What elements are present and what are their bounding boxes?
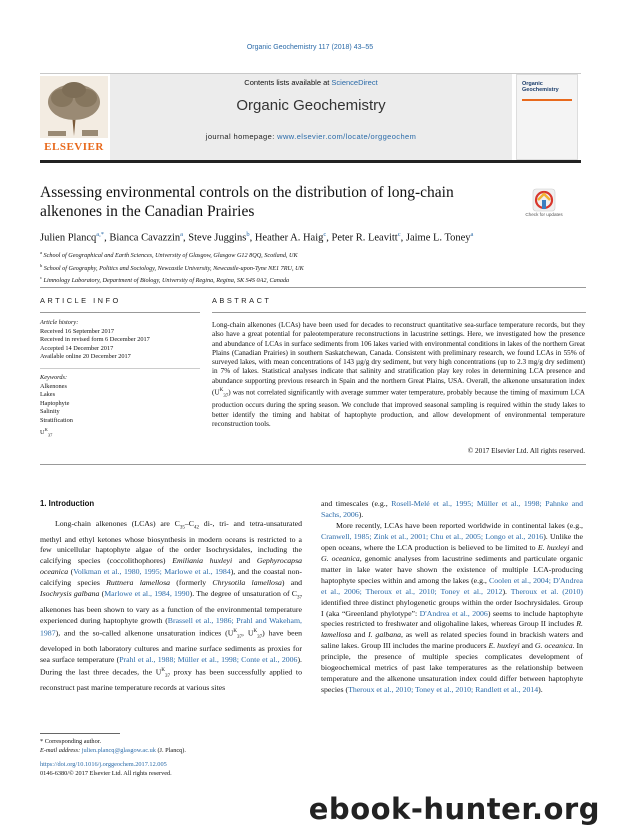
citation-link[interactable]: Cranwell, 1985; Zink et al., 2001; Chu et al., 2005; Longo et al., 2016 — [321, 531, 544, 541]
keyword: Salinity — [40, 408, 60, 416]
affiliation: $^a$ School of Geographical and Earth Sciences, University of Glasgow, Glasgow G12 8QQ, Scotland, UK — [40, 250, 298, 260]
keywords-rule — [40, 368, 200, 369]
author-marks[interactable]: b — [246, 231, 250, 238]
affiliations — [40, 248, 585, 286]
sciencedirect-link[interactable]: ScienceDirect — [331, 78, 378, 87]
homepage-link[interactable]: www.elsevier.com/locate/orggeochem — [277, 132, 417, 141]
history-item: Received 16 September 2017 — [40, 327, 114, 335]
affiliation: $^b$ School of Geography, Politics and Sociology, Newcastle University, Newcastle-upon-Tyne NE1 7RU, UK — [40, 262, 304, 272]
citation-link[interactable]: Brassell et al., 1986; Prahl and Wakeham, 1987 — [40, 615, 302, 638]
author[interactable]: Heather A. Haig — [254, 232, 324, 244]
footnote-rule — [40, 733, 120, 734]
keyword: Lakes — [40, 391, 56, 399]
cover-title: Organic Geochemistry — [522, 81, 559, 94]
crossmark-label[interactable]: Check for updates — [525, 212, 563, 217]
history-item: Received in revised form 6 December 2017 — [40, 336, 150, 343]
body-column-right — [321, 499, 583, 696]
article-title: Assessing environmental controls on the distribution of long-chain alkenones in the Canadian Prairies — [40, 184, 454, 220]
citation-link[interactable]: D'Andrea et al., 2006 — [419, 608, 488, 618]
abstract-text: Long-chain alkenones (LCAs) have been used for decades to reconstruct quantitative sea-surface temperature records, but they also have a great potential for paleotemperature reconstructions in lacustrine settings. Here, we investigated how the presence and abundance of LCAs in surface sediments from 106 lakes varied with environmental conditions in lakes of the northern Great Plains (Canadian Prairies) in southern Saskatchewan, Canada. Consistent with preliminary research, we found LCAs in 55% of surveyed lakes, with mean concentrations of 143 µg/g dry sediment, but very high concentrations (up to 2.3 mg/g dry sediment) in 7% of lakes. Statistical analyses indicate that salinity and stratification play key roles in determining LCA presence and abundance supporting previous research in Spain and the northern Great Plains, USA. Overall, the alkenone unsaturation index $(U^K_{37})$ was not correlated significantly with average summer water temperature, probably because the timing of maximum LCA production occurs during the spring season. We conclude that improved seasonal sampling is required within the study lakes to better identify the timing and habitat of haptophyte production, and allow development of environmental temperature reconstruction tools. — [212, 321, 585, 428]
email-line: E-mail address: julien.plancq@glasgow.ac.uk (J. Plancq). — [40, 747, 186, 754]
author[interactable]: Julien Plancq — [40, 232, 97, 244]
contents-line — [110, 78, 512, 87]
journal-reference[interactable]: Organic Geochemistry 117 (2018) 43–55 — [246, 44, 374, 51]
article-info-rule — [40, 312, 200, 313]
journal-name[interactable]: Organic Geochemistry — [236, 97, 386, 114]
author[interactable]: Steve Juggins — [188, 232, 247, 244]
author-marks[interactable]: a — [180, 231, 184, 238]
author[interactable]: Jaime L. Toney — [405, 232, 471, 244]
citation-link[interactable]: Marlowe et al., 1984, 1990 — [104, 589, 190, 599]
paragraph: More recently, LCAs have been reported worldwide in continental lakes (e.g., Cranwell, 1985; Zink et al., 2001; Chu et al., 2005; Longo et al., 2016). Unlike the open oceans, where the LCA production is believed to be limited to E. huxleyi and G. oceanica, genomic analyses from lacustrine sediments and particulate organic matter in lake water have shown the existence of multiple LCA-producing haptophyte species within and among the lakes (e.g., Coolen et al., 2004; D'Andrea et al., 2006; Theroux et al., 2010; Toney et al., 2012). Theroux et al. (2010) identified three distinct phylogenetic groups within the order Isochrysidales. Group I (aka “Greenland phylotype”: D'Andrea et al., 2006) seems to include haptophyte species restricted to freshwater and oligohaline lakes, whereas Group II includes R. lamellosa and I. galbana, as well as related species found in brackish waters and saline lakes. Group III includes the marine producers E. huxleyi and G. oceanica. In principle, the presence of multiple species complicates development of biogeochemical metrics of past lake temperatures as the relationship between temperature and the alkenone unsaturation index could differ between haptophyte species (Theroux et al., 2010; Toney et al., 2010; Randlett et al., 2014). — [321, 520, 584, 695]
author[interactable]: Peter R. Leavitt — [331, 232, 398, 244]
journal-cover-thumbnail[interactable] — [516, 74, 578, 160]
issn-line: 0146-6380/© 2017 Elsevier Ltd. All rights reserved. — [40, 770, 172, 777]
header-rule-bottom — [40, 160, 581, 163]
author-marks[interactable]: a — [470, 231, 474, 238]
divider — [40, 287, 586, 288]
contents-prefix: Contents lists available at — [244, 78, 332, 87]
body-column-left — [40, 519, 302, 694]
cover-band — [522, 99, 572, 101]
keyword: Alkenones — [40, 382, 67, 390]
abstract-copyright: © 2017 Elsevier Ltd. All rights reserved. — [467, 447, 585, 455]
divider — [40, 464, 586, 465]
affiliation: $^c$ Limnology Laboratory, Department of Biology, University of Regina, Regina, SK S4S 0A2, Canada — [40, 275, 290, 285]
doi-link[interactable]: https://doi.org/10.1016/j.orggeochem.2017.12.005 — [40, 761, 167, 768]
article-info-heading: ARTICLE INFO — [40, 296, 121, 305]
author-list: Julien Plancq$^{a,*}$, Bianca Cavazzin$^a$, Steve Juggins$^b$, Heather A. Haig$^c$, Peter R. Leavitt$^c$, Jaime L. Toney$^a$ — [40, 231, 474, 244]
doi-block — [40, 760, 340, 778]
corresponding-author-note: * Corresponding author. — [40, 738, 102, 745]
keywords-label: Keywords: — [40, 374, 68, 381]
abstract-rule — [212, 312, 586, 313]
citation-link[interactable]: Theroux et al., 2010; Toney et al., 2010; Randlett et al., 2014 — [348, 685, 539, 695]
history-item: Accepted 14 December 2017 — [40, 344, 114, 352]
citation-link[interactable]: Theroux et al. (2010) — [510, 586, 583, 596]
paragraph: and timescales (e.g., Rosell-Melé et al., 1995; Müller et al., 1998; Pahnke and Sachs, 2006). — [321, 499, 583, 519]
abstract-heading: ABSTRACT — [212, 296, 272, 305]
publisher-name: ELSEVIER — [44, 141, 104, 153]
journal-homepage — [110, 132, 512, 141]
keywords — [40, 374, 200, 440]
author-marks[interactable]: c — [397, 231, 401, 238]
history-item: Available online 20 December 2017 — [40, 353, 131, 360]
history-label: Article history: — [40, 319, 79, 326]
citation-link[interactable]: Volkman et al., 1980, 1995; Marlowe et al., 1984 — [73, 567, 231, 577]
author[interactable]: Bianca Cavazzin — [109, 232, 181, 244]
watermark: ebook-hunter.org — [308, 792, 600, 826]
keyword: $U^K_{37}$ — [40, 426, 53, 437]
article-history — [40, 319, 200, 362]
citation-link[interactable]: Coolen et al., 2004; D'Andrea et al., 2006; Theroux et al., 2010; Toney et al., 2012 — [321, 575, 583, 596]
keyword: Stratification — [40, 416, 73, 424]
section-heading-introduction: 1. Introduction — [40, 499, 95, 508]
citation-link[interactable]: Prahl et al., 1988; Müller et al., 1998; Conte et al., 2006 — [119, 654, 298, 664]
citation-link[interactable]: Rosell-Melé et al., 1995; Müller et al., 1998; Pahnke and Sachs, 2006 — [321, 499, 583, 519]
keyword: Haptophyte — [40, 399, 70, 407]
footnote — [40, 737, 302, 755]
paragraph: Long-chain alkenones (LCAs) are $C_{35}-C_{42}$ di-, tri- and tetra-unsaturated methyl and ethyl ketones whose biosynthesis in modern oceans is restricted to a few unicellular haptophyte algae of the order Isochrysidales, including the calcifying species (coccolithophores) Emiliania huxleyi and Gephyrocapsa oceanica (Volkman et al., 1980, 1995; Marlowe et al., 1984), and the coastal non-calcifying species Ruttnera lamellosa (formerly Chrysotila lamellosa) and Isochrysis galbana (Marlowe et al., 1984, 1990). The degree of unsaturation of $C_{37}$ alkenones has been shown to vary as a function of the environmental temperature experienced during haptophyte growth (Brassell et al., 1986; Prahl and Wakeham, 1987), and the so-called alkenone unsaturation indices ($U^K_{37}$, $U^K_{37}$) have been developed in both laboratory cultures and marine surface sediments as proxies for sea surface temperature (Prahl et al., 1988; Müller et al., 1998; Conte et al., 2006). During the last three decades, the $U^K_{37}$ proxy has been successfully applied to reconstruct past marine temperature records at various sites — [40, 519, 303, 692]
email-link[interactable]: julien.plancq@glasgow.ac.uk — [81, 747, 156, 754]
author-marks[interactable]: c — [323, 231, 327, 238]
author-marks[interactable]: a,* — [96, 231, 105, 238]
homepage-prefix: journal homepage: — [205, 132, 278, 141]
